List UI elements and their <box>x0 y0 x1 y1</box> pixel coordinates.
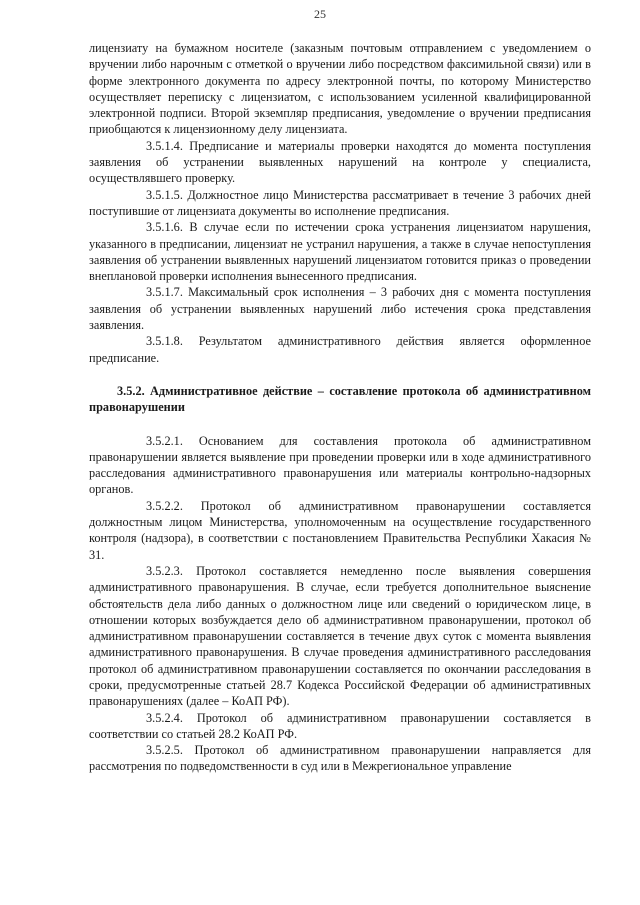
section-heading-3-5-2: 3.5.2. Административное действие – составление протокола об административном правонарушении <box>89 383 591 415</box>
paragraph-3-5-2-5: 3.5.2.5. Протокол об административном правонарушении направляется для рассмотрения по подведомственности в суд или в Межрегиональное управление <box>89 743 591 774</box>
paragraph-3-5-1-7: 3.5.1.7. Максимальный срок исполнения – 3 рабочих дня с момента поступления заявления об устранении выявленных нарушений либо истечения срока представления заявления. <box>89 285 591 333</box>
paragraph-3-5-2-4: 3.5.2.4. Протокол об административном правонарушении составляется в соответствии со статьей 28.2 КоАП РФ. <box>89 710 591 741</box>
paragraph-3-5-1-5: 3.5.1.5. Должностное лицо Министерства рассматривает в течение 3 рабочих дней поступившие от лицензиата документы во исполнение предписания. <box>89 187 591 218</box>
document-body <box>89 40 591 775</box>
paragraph-3-5-1-8: 3.5.1.8. Результатом административного действия является оформленное предписание. <box>89 334 591 365</box>
paragraph-3-5-2-2: 3.5.2.2. Протокол об административном правонарушении составляется должностным лицом Министерства, уполномоченным на осуществление государственного контроля (надзора), в соответствии с постановлением Правительства Республики Хакасия № 31. <box>89 498 591 562</box>
page-number: 25 <box>314 7 326 21</box>
paragraph-continuation: лицензиату на бумажном носителе (заказным почтовым отправлением с уведомлением о вручении либо нарочным с отметкой о вручении либо посредством факсимильной связи) или в форме электронного документа по адресу электронной почты, по которому Министерство осуществляет переписку с лицензиатом, с использованием усиленной квалифицированной электронной подписи. Второй экземпляр предписания, уведомление о вручении предписания приобщаются к лицензионному делу лицензиата. <box>89 41 591 137</box>
paragraph-3-5-1-6: 3.5.1.6. В случае если по истечении срока устранения лицензиатом нарушения, указанного в предписании, лицензиат не устранил нарушения, а также в случае непоступления заявления об устранении выявленных нарушений лицензиатом готовится приказ о проведении внеплановой проверки исполнения вынесенного предписания. <box>89 220 591 284</box>
paragraph-3-5-1-4: 3.5.1.4. Предписание и материалы проверки находятся до момента поступления заявления об устранении выявленных нарушений на контроле у специалиста, осуществлявшего проверку. <box>89 138 591 186</box>
paragraph-3-5-2-3: 3.5.2.3. Протокол составляется немедленно после выявления совершения административного правонарушения. В случае, если требуется дополнительное выяснение обстоятельств дела либо данных о должностном лице или сведений о юридическом лице, в отношении которых возбуждается дело об административном правонарушении, протокол об административном правонарушении составляется в течение двух суток с момента выявления административного правонарушения. В случае проведения административного расследования протокол об административном правонарушении составляется по окончании расследования в сроки, предусмотренные статьей 28.7 Кодекса Российской Федерации об административных правонарушениях (далее – КоАП РФ). <box>89 563 591 709</box>
paragraph-3-5-2-1: 3.5.2.1. Основанием для составления протокола об административном правонарушении является выявление при проведении проверки или в ходе административного расследования административного правонарушения или материалы контрольно-надзорных органов. <box>89 433 591 497</box>
